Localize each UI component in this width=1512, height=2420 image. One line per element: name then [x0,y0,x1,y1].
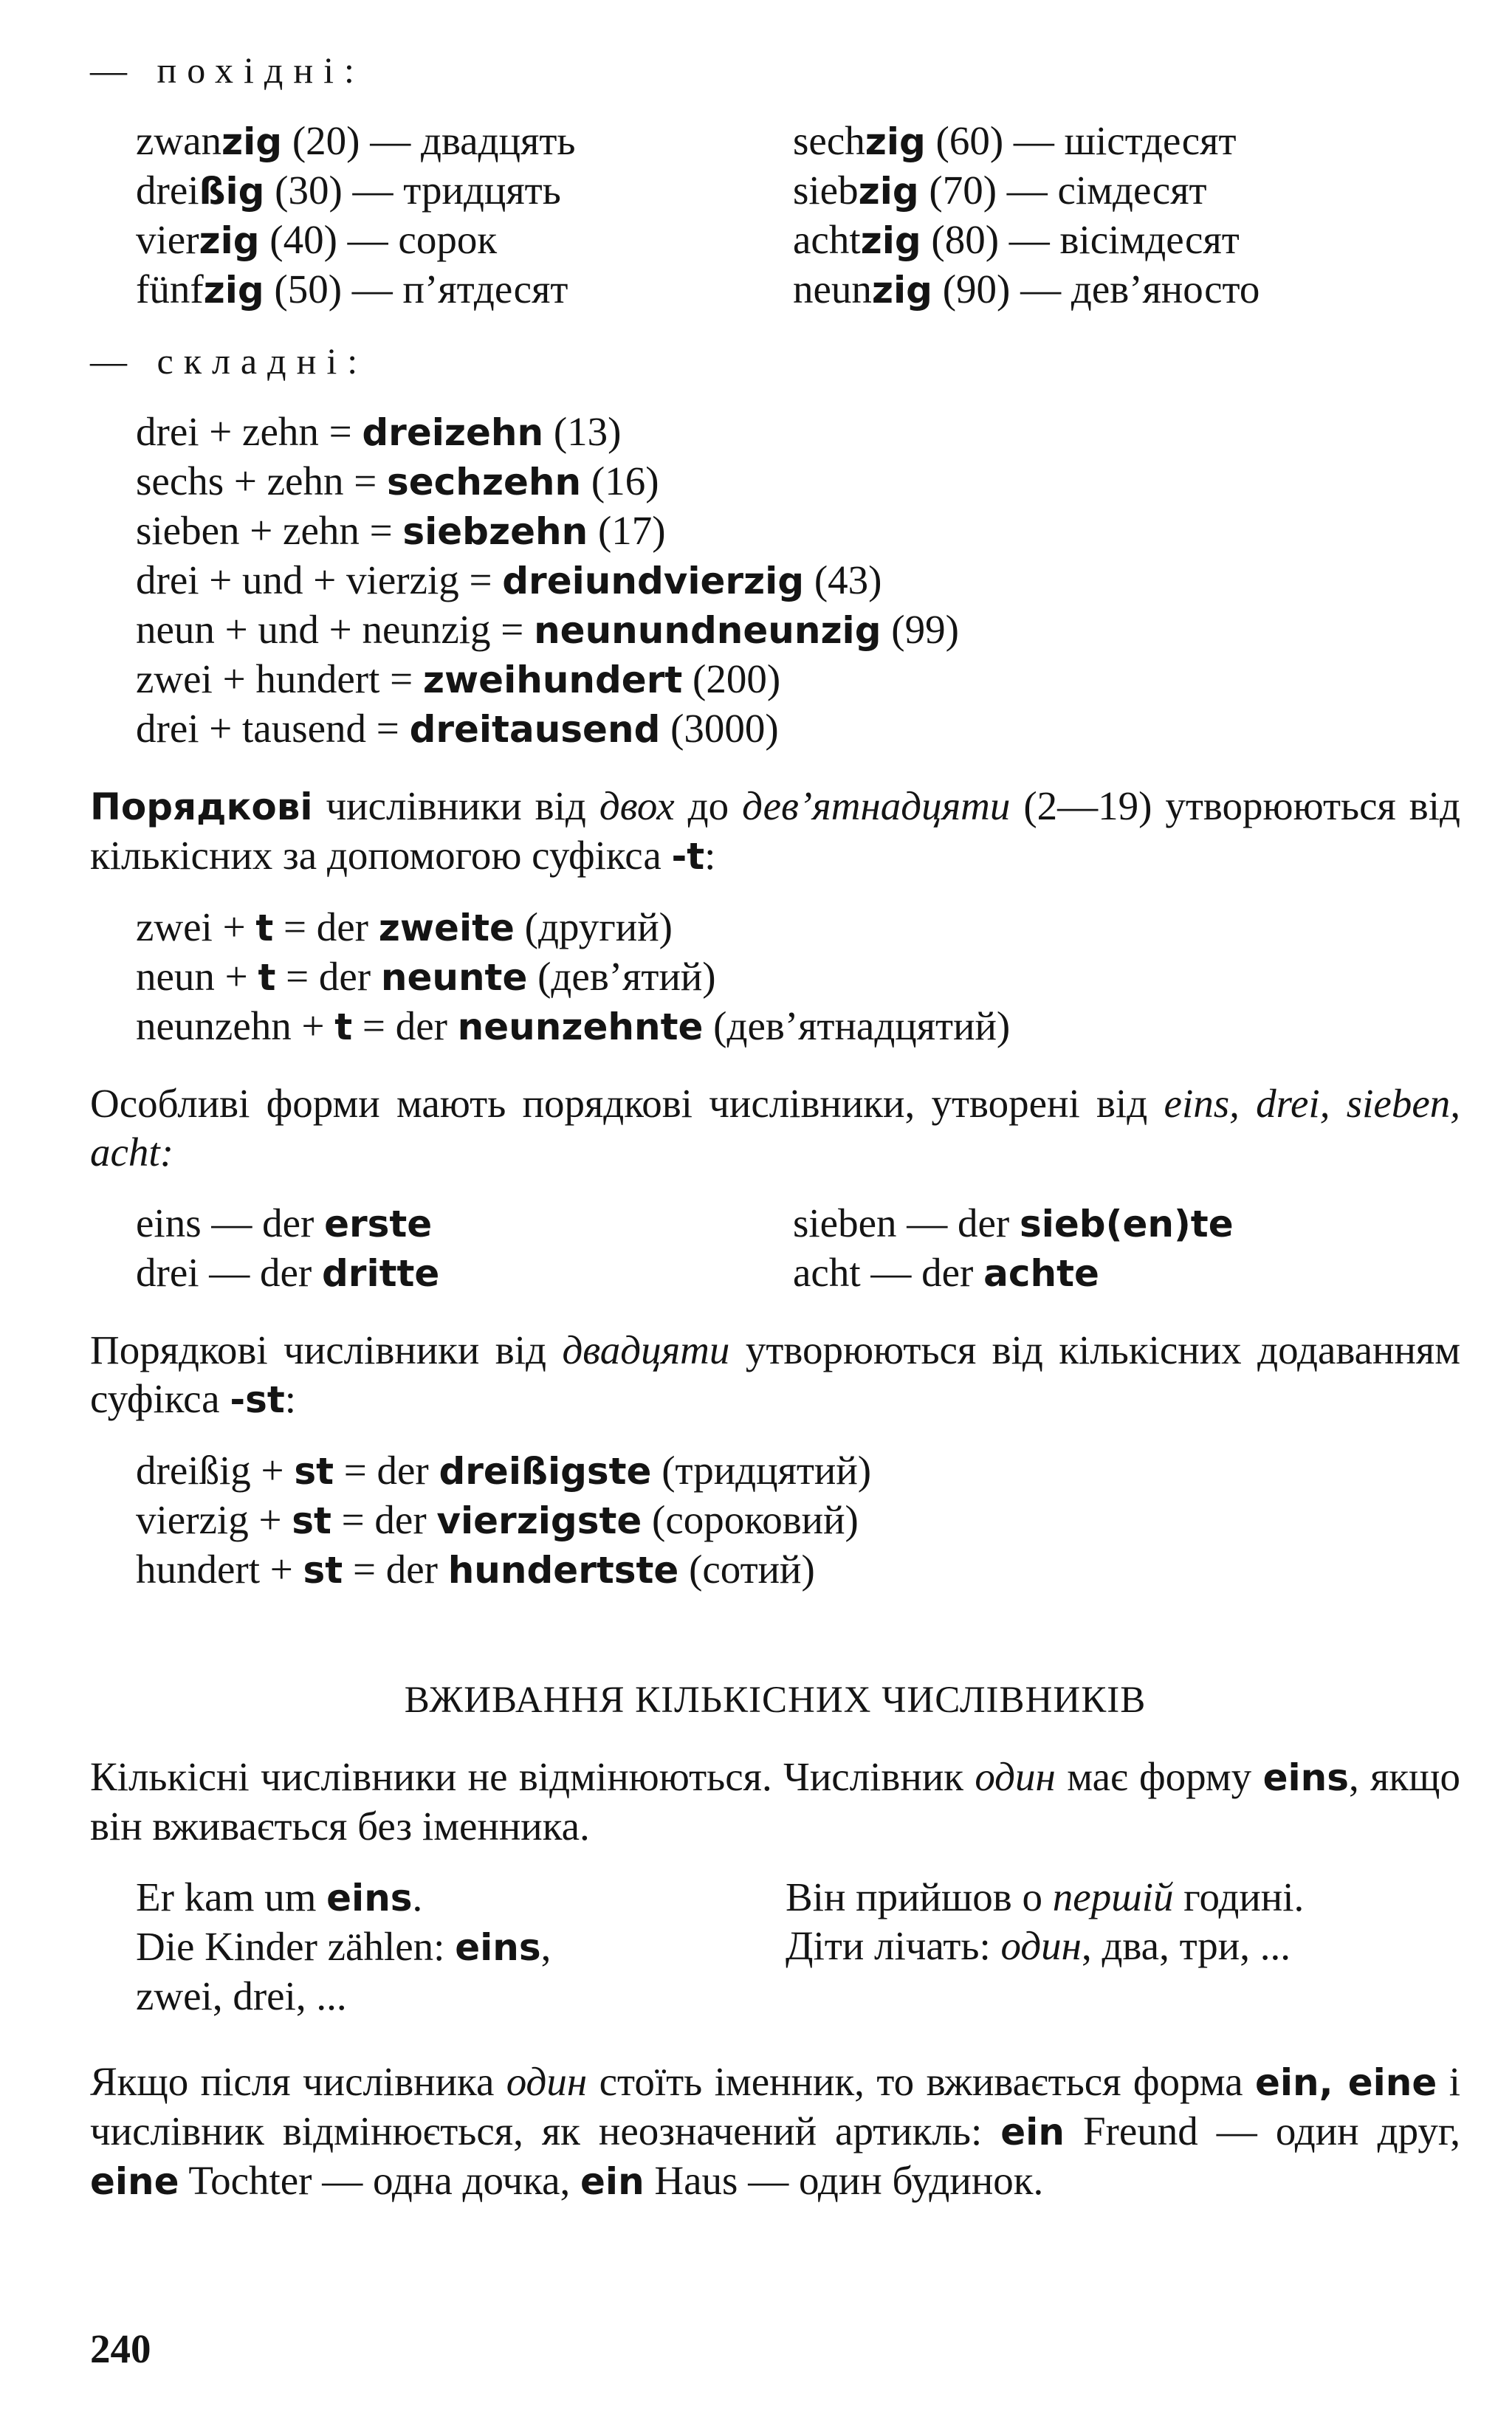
special-row: sieben — der sieb(en)te [793,1200,1234,1245]
special-left-column [136,1199,793,1298]
st-suffix-paragraph: Порядкові числівники від двадцяти утворюються від кількісних додаванням суфікса -st: [90,1327,1461,1421]
usage-paragraph: Кількісні числівники не відмінюються. Числівник один має форму eins, якщо він вживається без іменника. [90,1754,1460,1849]
example-line: Діти лічать: один, два, три, ... [786,1923,1291,1968]
compound-row: neun + und + neunzig = neunundneunzig (99) [136,607,959,652]
ordinal-row: zwei + t = der zweite (другий) [136,904,673,949]
ordinal-row: neun + t = der neunte (дев’ятий) [136,954,716,999]
ordinal-row: dreißig + st = der dreißigste (тридцятий) [136,1448,872,1493]
section-label-derived: — похідні: [90,49,365,91]
special-right-column [793,1199,1460,1298]
tens-row: fünfzig (50) — п’ятдесят [136,267,568,312]
compound-row: drei + zehn = dreizehn (13) [136,409,622,454]
example-line: zwei, drei, ... [136,1973,347,2018]
ordinal-row: vierzig + st = der vierzigste (сороковий) [136,1497,859,1542]
examples-table [90,1873,1460,2021]
compound-row: drei + und + vierzig = dreiundvierzig (43) [136,557,882,602]
compound-row: sieben + zehn = siebzehn (17) [136,508,666,553]
special-row: eins — der erste [136,1200,433,1245]
section-label-compound: — складні: [90,340,368,382]
compound-row: sechs + zehn = sechzehn (16) [136,458,659,503]
tens-table [90,117,1460,314]
examples-ukrainian-column [786,1873,1460,2021]
example-line: Він прийшов о першій годині. [786,1874,1305,1919]
final-paragraph: Якщо після числівника один стоїть іменник, то вживається форма ein, eine і числівник відмінюється, як неозначений артикль: ein Freund — один друг, eine Tochter — одна дочка, ein Haus — один будинок. [90,2059,1460,2203]
tens-row: sechzig (60) — шістдесят [793,118,1237,163]
special-forms-paragraph: Особливі форми мають порядкові числівники, утворені від eins, drei, sieben, acht: [90,1081,1460,1175]
tens-left-column [136,117,793,314]
examples-german-column [136,1873,786,2021]
ordinals-st-list [90,1446,1460,1595]
special-row: drei — der dritte [136,1250,440,1295]
section-heading: ВЖИВАННЯ КІЛЬКІСНИХ ЧИСЛІВНИКІВ [404,1680,1147,1721]
example-line: Er kam um eins. [136,1874,423,1919]
compound-list [90,408,1460,754]
ordinals-t-list [90,903,1460,1051]
compound-row: drei + tausend = dreitausend (3000) [136,706,779,751]
example-line: Die Kinder zählen: eins, [136,1924,551,1969]
ordinal-row: hundert + st = der hundertste (сотий) [136,1547,815,1592]
tens-row: dreißig (30) — тридцять [136,168,561,213]
page-number: 240 [90,2326,151,2371]
tens-row: siebzig (70) — сімдесят [793,168,1207,213]
tens-row: neunzig (90) — дев’яносто [793,267,1260,312]
ordinal-row: neunzehn + t = der neunzehnte (дев’ятнадцятий) [136,1003,1011,1048]
special-forms-table [90,1199,1460,1298]
tens-row: vierzig (40) — сорок [136,217,498,262]
tens-right-column [793,117,1460,314]
special-row: acht — der achte [793,1250,1099,1295]
tens-row: zwanzig (20) — двадцять [136,118,576,163]
tens-row: achtzig (80) — вісімдесят [793,217,1240,262]
page-content [90,46,1460,2206]
compound-row: zwei + hundert = zweihundert (200) [136,656,781,701]
ordinal-intro-paragraph: Порядкові числівники від двох до дев’ятнадцяти (2—19) утворюються від кількісних за допомогою суфікса -t: [90,783,1460,878]
